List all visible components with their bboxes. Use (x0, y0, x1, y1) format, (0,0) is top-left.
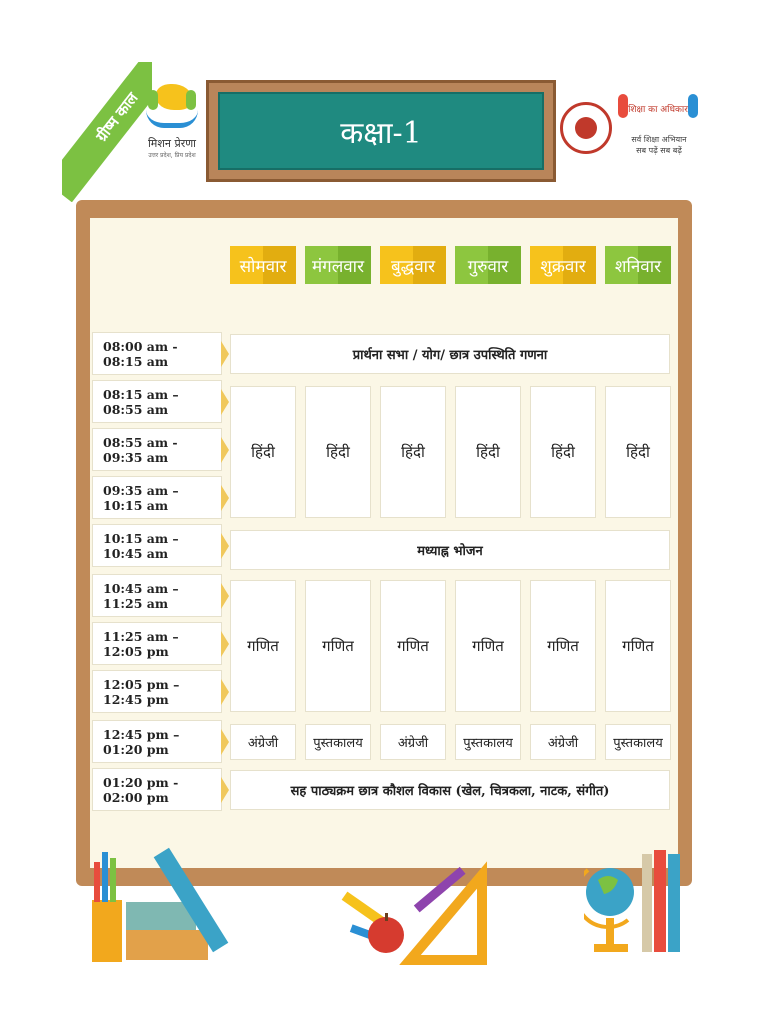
maths-cell-tuesday: गणित (305, 580, 371, 712)
mission-emblem-icon (142, 80, 202, 132)
maths-cell-friday: गणित (530, 580, 596, 712)
logo-name: मिशन प्रेरणा (147, 137, 197, 150)
time-slot-3 (92, 428, 222, 471)
time-slot-4 (92, 476, 222, 519)
right-logo-line1: शिक्षा का अधिकार (628, 105, 688, 115)
time-slot-label: 08:00 am - 08:15 am (103, 338, 178, 369)
globe-and-books-icon (584, 840, 694, 965)
books-and-pencils-icon (86, 840, 236, 965)
page-title: कक्षा-1 (218, 92, 544, 170)
title-chalkboard (206, 80, 556, 182)
time-slot-label: 08:55 am - 09:35 am (103, 434, 178, 465)
time-slot-8 (92, 670, 222, 713)
up-government-seal-icon (560, 82, 612, 178)
time-slot-5 (92, 524, 222, 567)
sarva-shiksha-logo (614, 92, 704, 172)
english-cell-monday: अंग्रेजी (230, 724, 296, 760)
maths-cell-saturday: गणित (605, 580, 671, 712)
apple-pencil-triangle-icon (330, 855, 490, 965)
english-cell-wednesday: अंग्रेजी (380, 724, 446, 760)
time-slot-6 (92, 574, 222, 617)
time-slot-label: 11:25 am – 12:05 pm (103, 628, 179, 659)
time-slot-label: 10:15 am – 10:45 am (103, 530, 179, 561)
day-header-friday: शुक्रवार (530, 246, 596, 284)
day-header-monday: सोमवार (230, 246, 296, 284)
time-slot-10 (92, 768, 222, 811)
time-slot-9 (92, 720, 222, 763)
right-logo-line3: सब पढ़ें सब बढ़ें (636, 146, 682, 155)
mission-prerna-logo (132, 80, 212, 180)
maths-cell-monday: गणित (230, 580, 296, 712)
time-slot-label: 10:45 am – 11:25 am (103, 580, 179, 611)
hindi-cell-monday: हिंदी (230, 386, 296, 518)
lunch-row: मध्याह्न भोजन (230, 530, 670, 570)
time-slot-2 (92, 380, 222, 423)
time-slot-label: 12:45 pm – 01:20 pm (103, 726, 180, 757)
children-icon (614, 92, 704, 120)
day-header-saturday: शनिवार (605, 246, 671, 284)
day-header-thursday: गुरुवार (455, 246, 521, 284)
cocurricular-row: सह पाठ्यक्रम छात्र कौशल विकास (खेल, चित्रकला, नाटक, संगीत) (230, 770, 670, 810)
wooden-board (76, 200, 692, 886)
hindi-cell-thursday: हिंदी (455, 386, 521, 518)
hindi-cell-saturday: हिंदी (605, 386, 671, 518)
library-cell-tuesday: पुस्तकालय (305, 724, 371, 760)
assembly-row: प्रार्थना सभा / योग/ छात्र उपस्थिति गणना (230, 334, 670, 374)
maths-cell-wednesday: गणित (380, 580, 446, 712)
time-slot-label: 08:15 am – 08:55 am (103, 386, 179, 417)
season-ribbon-label: ग्रीष्म काल (62, 62, 152, 202)
day-header-tuesday: मंगलवार (305, 246, 371, 284)
time-slot-label: 09:35 am – 10:15 am (103, 482, 179, 513)
hindi-cell-wednesday: हिंदी (380, 386, 446, 518)
hindi-cell-friday: हिंदी (530, 386, 596, 518)
logo-tagline: उत्तर प्रदेश, प्रिय प्रदेश (148, 152, 196, 159)
hindi-cell-tuesday: हिंदी (305, 386, 371, 518)
library-cell-saturday: पुस्तकालय (605, 724, 671, 760)
library-cell-thursday: पुस्तकालय (455, 724, 521, 760)
maths-cell-thursday: गणित (455, 580, 521, 712)
time-slot-label: 12:05 pm – 12:45 pm (103, 676, 180, 707)
english-cell-friday: अंग्रेजी (530, 724, 596, 760)
time-slot-7 (92, 622, 222, 665)
time-slot-label: 01:20 pm - 02:00 pm (103, 774, 179, 805)
right-logo-line2: सर्व शिक्षा अभियान (631, 135, 687, 144)
timetable-grid (90, 218, 678, 868)
time-slot-1 (92, 332, 222, 375)
day-header-wednesday: बुद्धवार (380, 246, 446, 284)
